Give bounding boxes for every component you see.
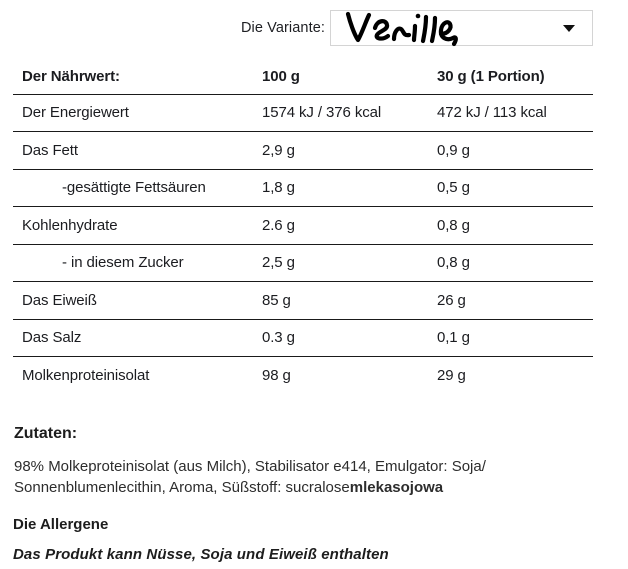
- allergens-section: [0, 516, 628, 563]
- nutrient-label: Das Eiweiß: [22, 291, 97, 309]
- ingredients-heading: Zutaten:: [14, 424, 78, 442]
- nutrient-label: - in diesem Zucker: [62, 254, 184, 272]
- value-per-portion: 472 kJ / 113 kcal: [437, 104, 547, 122]
- value-per-portion: 0,5 g: [437, 179, 470, 197]
- nutrition-table-row: [13, 132, 593, 170]
- value-per-100g: 1574 kJ / 376 kcal: [262, 104, 382, 122]
- value-per-100g: 2,9 g: [262, 141, 295, 159]
- value-per-100g: 98 g: [262, 367, 291, 385]
- nutrition-table-body: [13, 95, 593, 395]
- value-per-portion: 0,9 g: [437, 141, 470, 159]
- value-per-portion: 29 g: [437, 367, 466, 385]
- allergens-text: Das Produkt kann Nüsse, Soja und Eiweiß enthalten: [13, 545, 389, 563]
- ingredients-text: [14, 456, 534, 499]
- value-per-portion: 0,1 g: [437, 329, 470, 347]
- nutrition-table-row: [13, 282, 593, 320]
- header-nutrient-col: Der Nährwert:: [22, 68, 120, 86]
- variant-label: Die Variante:: [240, 20, 325, 36]
- value-per-100g: 2.6 g: [262, 216, 295, 234]
- nutrient-label: Der Energiewert: [22, 104, 129, 122]
- value-per-portion: 0,8 g: [437, 216, 470, 234]
- value-per-100g: 1,8 g: [262, 179, 295, 197]
- header-100g-col: 100 g: [262, 68, 300, 86]
- value-per-100g: 2,5 g: [262, 254, 295, 272]
- nutrient-label: Das Fett: [22, 141, 78, 159]
- header-portion-col: 30 g (1 Portion): [437, 68, 545, 86]
- nutrition-table-row: [13, 357, 593, 395]
- value-per-100g: 85 g: [262, 291, 291, 309]
- nutrient-label: Das Salz: [22, 329, 82, 347]
- allergens-heading: Die Allergene: [13, 515, 109, 533]
- nutrition-table: [13, 60, 593, 395]
- handwritten-variant-value: [342, 11, 472, 45]
- nutrition-table-row: [13, 95, 593, 133]
- nutrition-table-row: [13, 170, 593, 208]
- ingredients-line1: 98% Molkeproteinisolat (aus Milch), Stabilisator e414, Emulgator: Soja/: [14, 457, 486, 475]
- value-per-100g: 0.3 g: [262, 329, 295, 347]
- nutrient-label: Molkenproteinisolat: [22, 367, 150, 385]
- variant-select-dropdown[interactable]: [330, 10, 593, 46]
- ingredients-line2-bold: mlekasojowa: [349, 479, 444, 496]
- nutrient-label: -gesättigte Fettsäuren: [62, 179, 206, 197]
- value-per-portion: 0,8 g: [437, 254, 470, 272]
- ingredients-line2: Sonnenblumenlecithin, Aroma, Süßstoff: sucralose: [14, 479, 350, 496]
- nutrition-table-row: [13, 320, 593, 358]
- ingredients-section: [0, 425, 628, 499]
- variant-selector-bar: [0, 0, 628, 46]
- nutrient-label: Kohlenhydrate: [22, 216, 118, 234]
- value-per-portion: 26 g: [437, 291, 466, 309]
- nutrition-table-row: [13, 207, 593, 245]
- nutrition-table-header: [13, 60, 593, 95]
- chevron-down-icon: [563, 25, 575, 32]
- nutrition-table-row: [13, 245, 593, 283]
